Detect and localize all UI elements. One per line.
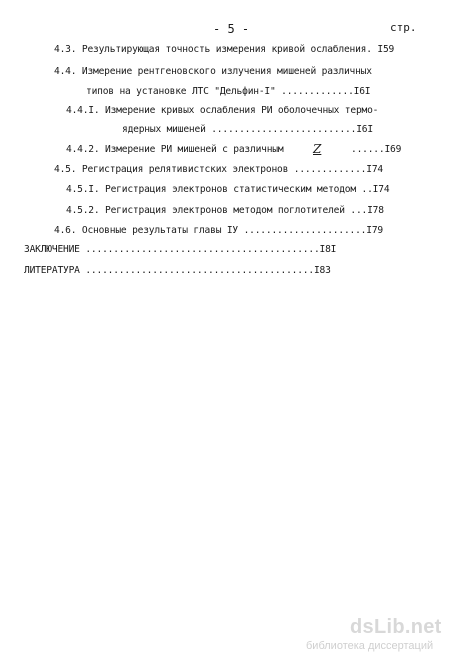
toc-entry-4-5-2: 4.5.2. Регистрация электронов методом поглотителей ...I78: [66, 205, 384, 216]
toc-entry-references: ЛИТЕРАТУРА .........................................I83: [24, 265, 331, 276]
toc-entry-4-4-1-line1: 4.4.I. Измерение кривых ослабления РИ оболочечных термо-: [66, 105, 379, 116]
toc-entry-4-4-line1: 4.4. Измерение рентгеновского излучения мишеней различных: [54, 66, 372, 77]
page-number: - 5 -: [213, 22, 250, 36]
toc-entry-4-6: 4.6. Основные результаты главы IУ ......................I79: [54, 225, 383, 236]
toc-entry-4-4-2-page: ......I69: [351, 144, 402, 155]
toc-entry-4-5: 4.5. Регистрация релятивистских электронов .............I74: [54, 164, 383, 175]
watermark-subtitle: библиотека диссертаций: [306, 640, 434, 652]
toc-entry-4-5-1: 4.5.I. Регистрация электронов статистическим методом ..I74: [66, 184, 390, 195]
z-symbol: Z: [313, 142, 322, 156]
toc-entry-4-4-2: 4.4.2. Измерение РИ мишеней с различным: [66, 144, 284, 155]
watermark-logo-main: dsLib: [350, 616, 405, 638]
toc-entry-conclusion: ЗАКЛЮЧЕНИЕ ..........................................I8I: [24, 244, 337, 255]
watermark-logo-tld: .net: [404, 616, 442, 638]
toc-entry-4-4-1-line2: ядерных мишеней ..........................I6I: [122, 124, 373, 135]
pages-column-label: стр.: [390, 21, 417, 34]
toc-entry-4-4-line2: типов на установке ЛТС "Дельфин-I" .............I6I: [86, 86, 371, 97]
toc-entry-4-3: 4.3. Результирующая точность измерения кривой ослабления. I59: [54, 44, 395, 55]
watermark-logo: [350, 616, 442, 639]
